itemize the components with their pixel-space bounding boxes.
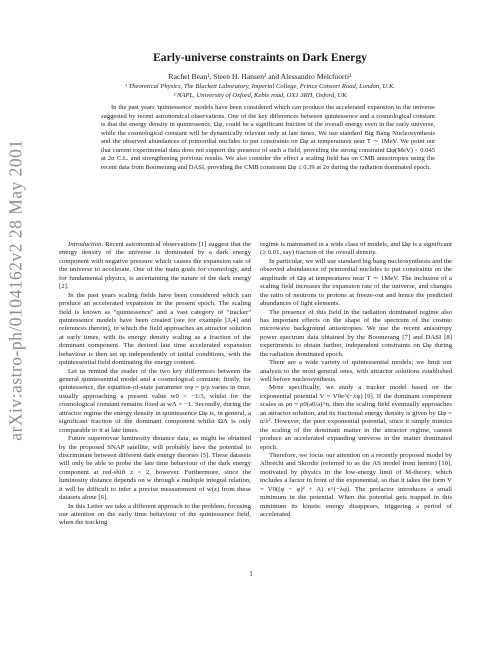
paragraph: In the past years scaling fields have been considered which can produce an accelerated expansion in the present epoch. The scaling field is known as "quintessence" and a vast category of "tracker" quintessence models have been created (see for example [3,4] and references therein), in which the field approaches an attractor solution at early times, with its energy density scaling as a fraction of the dominant component. The desired late time accelerated expansion behaviour is then set up independently of initial conditions, with the quintessential field dominating the energy content.	[59, 291, 251, 367]
affiliation-1: ¹ Theoretical Physics, The Blackett Laboratory, Imperial College, Prince Consort Road, London, U.K.	[124, 83, 396, 90]
arxiv-identifier-stamp	[5, 139, 26, 441]
section-lead: Introduction.	[68, 241, 104, 248]
paragraph: In particular, we will use standard big bang nucleosynthesis and the observed abundances of primordial nuclides to put constraints on the amplitude of Ωφ at temperatures near T ∼ 1MeV. The inclusion of a scaling field increases the expansion rate of the universe, and changes the ratio of neutrons to protons at freeze-out and hence the predicted abundances of light elements.	[260, 257, 452, 308]
paper-title: Early-universe constraints on Dark Energy	[153, 51, 367, 64]
paragraph: regime is maintained in a wide class of models, and Ωφ is a significant (≥ 0.01, say) fraction of the overall density.	[260, 241, 452, 257]
paragraph: There are a wide variety of quintessential models; we limit our analysis to the most general ones, with attractor solutions established well before nucleosynthesis.	[260, 359, 452, 383]
left-column	[59, 241, 251, 528]
author-list: Rachel Bean¹, Steen H. Hansen² and Alessandro Melchiorri²	[168, 72, 352, 81]
right-column	[260, 241, 452, 519]
arxiv-identifier-text: arXiv:astro-ph/0104162v2 28 May 2001	[5, 139, 26, 441]
page-number: 1	[249, 570, 253, 578]
paragraph	[59, 241, 251, 292]
paragraph: Let us remind the reader of the two key differences between the general quintessential model and a cosmological constant; firstly, for quintessence, the equation-of-state parameter wφ = p/ρ varies in time, usually approaching a present value w0 < −1/3, whilst for the cosmological constant remains fixed at wΛ = −1. Secondly, during the attractor regime the energy density in quintessence Ωφ is, in general, a significant fraction of the dominant component whilst ΩΛ is only comparable to it at late times.	[59, 367, 251, 434]
paragraph: More specifically, we study a tracker model based on the exponential potential V = V0e^(−λφ) [9]. If the dominant component scales as ρn = ρ0(a0/a)^n, then the scaling field eventually approaches an attractor solution, and its fractional energy density is given by Ωφ = n/λ². However, the pure exponential potential, since it simply mimics the scaling of the dominant matter in the attractor regime, cannot produce an accelerated expanding universe in the matter dominated epoch.	[260, 384, 452, 451]
paragraph: Future supernovae luminosity distance data, as might be obtained by the proposed SNAP satellite, will probably have the potential to discriminate between different dark energy theories [5]. These datasets will only be able to probe the late time behaviour of the dark energy component at red-shift z < 2, however. Furthermore, since the luminosity distance depends on w through a multiple integral relation, it will be difficult to infer a precise measurement of w(z) from these datasets alone [6].	[59, 435, 251, 502]
paragraph-text: Recent astronomical observations [1] suggest that the energy density of the universe is dominated by a dark energy component with negative pressure which causes the expansion rate of the universe to accelerate. One of the main goals for cosmology, and for fundamental physics, is ascertaining the nature of the dark energy [2].	[59, 241, 251, 291]
paragraph: The presence of this field in the radiation dominated regime also has important effects on the shape of the spectrum of the cosmic microwave background anisotropies. We use the recent anisotropy power spectrum data obtained by the Boomerang [7] and DASI [8] experiments to obtain further, independent constraints on Ωφ during the radiation dominated epoch.	[260, 308, 452, 358]
paragraph: Therefore, we focus our attention on a recently proposed model by Albrecht and Skordis (referred to as the AS model from herein) [10], motivated by physics in the low-energy limit of M-theory, which includes a factor in front of the exponential, so that it takes the form V = V0((φ − φ)² + A) e^(−λφ). The prefactor introduces a small minimum in the potential. When the potential gets trapped in this minimum its kinetic energy disappears, triggering a period of accelerated	[260, 451, 452, 518]
abstract: In the past years 'quintessence' models have been considered which can produce the accelerated expansion in the universe suggested by recent astronomical observations. One of the key differences between quintessence and a cosmological constant is that the energy density in quintessence, Ωφ, could be a significant fraction of the overall energy even in the early universe, while the cosmological constant will be dynamically relevant only at late times. We use standard Big Bang Nucleosynthesis and the observed abundances of primordial nuclides to put constraints on Ωφ at temperatures near T ∼ 1MeV. We point out that current experimental data does not support the presence of such a field, providing the strong constraint Ωφ(MeV) < 0.045 at 2σ C.L. and strengthening previous results. We also consider the effect a scaling field has on CMB anisotropies using the recent data from Boomerang and DASI, providing the CMB constraint Ωφ ≤ 0.39 at 2σ during the radiation dominated epoch.	[101, 104, 435, 171]
paragraph: In this Letter we take a different approach to the problem, focusing our attention on the early time behaviour of the quintessence field, when the tracking	[59, 502, 251, 527]
affiliation-2: ² NAPL, University of Oxford, Keble road, OX1 3RH, Oxford, UK	[173, 92, 347, 99]
